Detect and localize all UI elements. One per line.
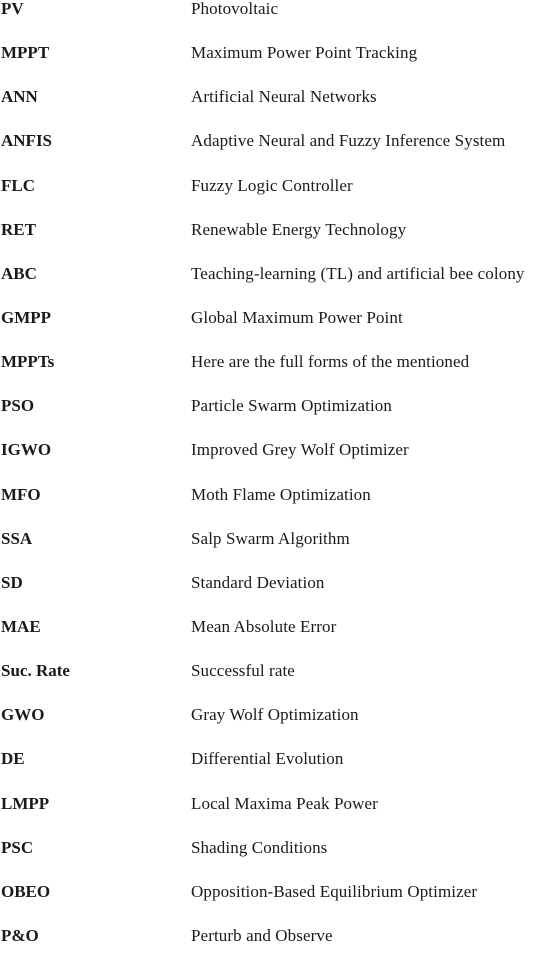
abbreviation-term: PV	[1, 0, 24, 19]
abbreviation-term: P&O	[1, 926, 39, 946]
abbreviation-definition: Adaptive Neural and Fuzzy Inference System	[191, 131, 506, 151]
abbreviation-definition: Here are the full forms of the mentioned	[191, 352, 470, 372]
abbreviation-definition: Improved Grey Wolf Optimizer	[191, 440, 409, 460]
list-item	[0, 296, 558, 340]
list-item	[0, 208, 558, 252]
abbreviation-definition: Successful rate	[191, 661, 295, 681]
list-item	[0, 428, 558, 472]
list-item	[0, 252, 558, 296]
list-item	[0, 605, 558, 649]
abbreviation-definition: Maximum Power Point Tracking	[191, 43, 418, 63]
list-item	[0, 782, 558, 826]
abbreviation-definition: Teaching-learning (TL) and artificial bee colony	[191, 263, 525, 283]
list-item	[0, 693, 558, 737]
list-item	[0, 561, 558, 605]
abbreviation-term: OBEO	[1, 881, 51, 901]
abbreviation-definition: Standard Deviation	[191, 572, 325, 592]
abbreviation-definition: Shading Conditions	[191, 837, 328, 857]
abbreviation-term: FLC	[1, 175, 35, 195]
list-item	[0, 870, 558, 914]
abbreviation-definition: Differential Evolution	[191, 749, 344, 769]
abbreviation-term: ANFIS	[1, 131, 53, 151]
abbreviation-term: LMPP	[1, 793, 50, 813]
abbreviation-term: MPPT	[1, 43, 50, 63]
list-item	[0, 31, 558, 75]
abbreviation-term: MPPTs	[1, 352, 55, 372]
abbreviation-term: PSC	[1, 837, 34, 857]
abbreviation-definition: Mean Absolute Error	[191, 617, 337, 637]
list-item	[0, 340, 558, 384]
list-item	[0, 473, 558, 517]
abbreviation-term: ABC	[1, 263, 37, 283]
list-item	[0, 75, 558, 119]
abbreviation-term: MAE	[1, 617, 41, 637]
list-item	[0, 119, 558, 163]
list-item	[0, 0, 558, 31]
abbreviation-term: GWO	[1, 705, 45, 725]
abbreviation-term: Suc. Rate	[1, 661, 70, 681]
list-item	[0, 826, 558, 870]
abbreviation-definition: Moth Flame Optimization	[191, 484, 371, 504]
list-item	[0, 737, 558, 781]
abbreviation-definition: Fuzzy Logic Controller	[191, 175, 353, 195]
list-item	[0, 384, 558, 428]
abbreviation-term: SD	[1, 572, 23, 592]
abbreviation-term: PSO	[1, 396, 35, 416]
abbreviation-definition: Particle Swarm Optimization	[191, 396, 392, 416]
abbreviation-definition: Salp Swarm Algorithm	[191, 528, 350, 548]
abbreviation-term: SSA	[1, 528, 33, 548]
abbreviation-term: MFO	[1, 484, 41, 504]
abbreviation-definition: Local Maxima Peak Power	[191, 793, 378, 813]
abbreviation-term: IGWO	[1, 440, 52, 460]
abbreviation-definition: Artificial Neural Networks	[191, 87, 377, 107]
abbreviation-term: RET	[1, 219, 36, 239]
abbreviation-definition: Opposition-Based Equilibrium Optimizer	[191, 881, 478, 901]
abbreviation-definition: Photovoltaic	[191, 0, 279, 19]
abbreviation-term: ANN	[1, 87, 38, 107]
abbreviation-definition: Perturb and Observe	[191, 926, 333, 946]
abbreviation-term: GMPP	[1, 308, 52, 328]
list-item	[0, 517, 558, 561]
list-item	[0, 914, 558, 958]
abbreviation-definition: Renewable Energy Technology	[191, 219, 407, 239]
abbreviation-definition: Global Maximum Power Point	[191, 308, 403, 328]
abbreviation-term: DE	[1, 749, 25, 769]
list-item	[0, 649, 558, 693]
abbreviation-definition: Gray Wolf Optimization	[191, 705, 359, 725]
list-item	[0, 164, 558, 208]
